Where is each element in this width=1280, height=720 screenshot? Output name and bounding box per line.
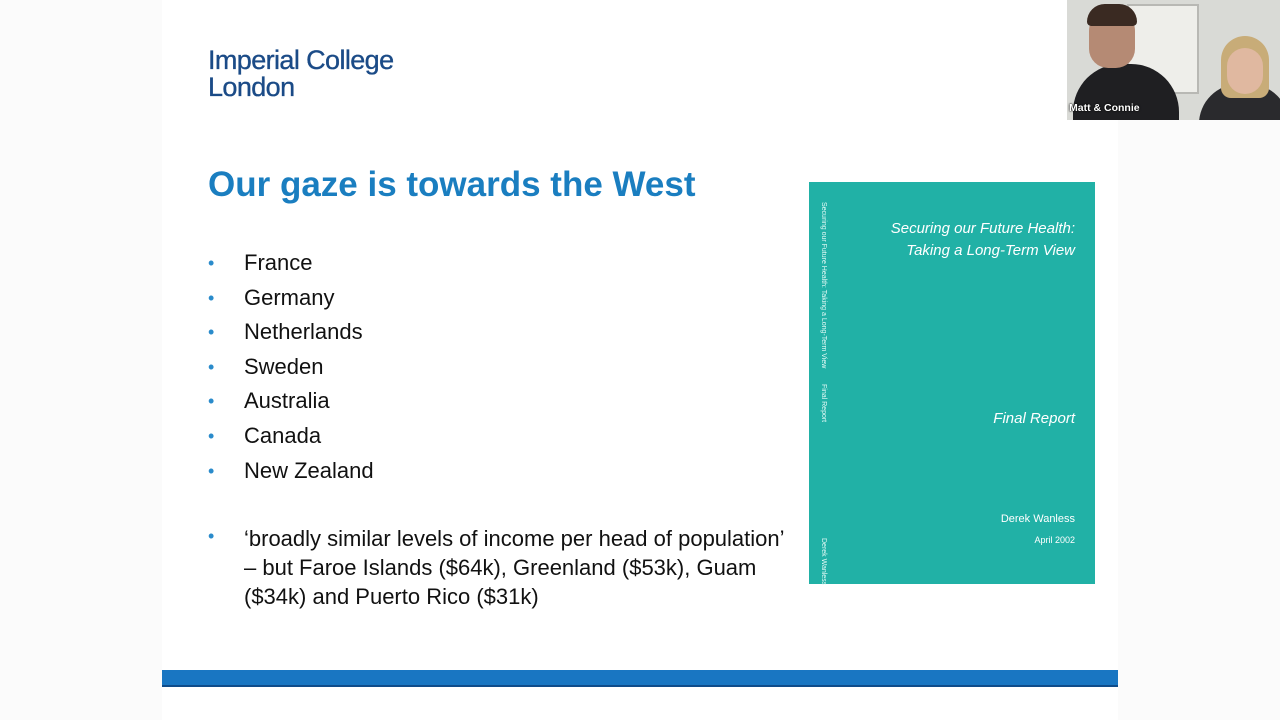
participant-1-hair — [1087, 4, 1137, 26]
report-cover-image — [809, 182, 1095, 584]
bullet-icon: • — [208, 322, 215, 343]
spine-author: Derek Wanless — [820, 538, 827, 586]
report-title-line-2: Taking a Long-Term View — [906, 242, 1075, 259]
country-list — [208, 246, 374, 488]
presentation-slide — [162, 0, 1118, 720]
country-label: Netherlands — [244, 319, 363, 345]
income-note — [208, 524, 798, 611]
bullet-icon: • — [208, 526, 215, 546]
slide-bottom-bar — [162, 670, 1118, 687]
report-date: April 2002 — [1034, 535, 1075, 545]
list-item — [208, 419, 374, 454]
participant-name-label: Matt & Connie — [1069, 102, 1140, 114]
logo-line-2: London — [208, 72, 295, 102]
report-title — [891, 218, 1075, 262]
spine-title: Securing our Future Health: Taking a Long-Term View — [820, 202, 827, 369]
country-label: New Zealand — [244, 457, 374, 483]
bullet-icon: • — [208, 391, 215, 412]
country-label: Australia — [244, 388, 330, 414]
bullet-icon: • — [208, 356, 215, 377]
country-label: Canada — [244, 422, 322, 448]
bullet-icon: • — [208, 425, 215, 446]
income-note-text: ‘broadly similar levels of income per head of population’ – but Faroe Islands ($64k), Greenland ($53k), Guam ($34k) and Puerto Rico ($31k) — [244, 526, 784, 609]
list-item — [208, 246, 374, 281]
bullet-icon: • — [208, 460, 215, 481]
list-item — [208, 454, 374, 489]
report-subtitle: Final Report — [993, 410, 1075, 427]
country-label: France — [244, 250, 313, 275]
spine-subtitle: Final Report — [820, 384, 827, 423]
list-item — [208, 384, 374, 419]
report-spine — [813, 202, 827, 586]
left-margin — [0, 0, 162, 720]
report-title-line-1: Securing our Future Health: — [890, 220, 1075, 237]
list-item — [208, 315, 374, 350]
list-item — [208, 281, 374, 316]
report-author: Derek Wanless — [1000, 513, 1075, 525]
slide-title: Our gaze is towards the West — [208, 165, 696, 204]
bullet-icon: • — [208, 253, 215, 273]
bullet-icon: • — [208, 287, 215, 308]
participant-video-tile[interactable] — [1067, 0, 1280, 120]
participant-2-face — [1227, 48, 1263, 94]
list-item — [208, 350, 374, 385]
logo-line-1: Imperial College — [208, 45, 394, 75]
country-label: Sweden — [244, 353, 324, 379]
country-label: Germany — [244, 284, 335, 310]
imperial-college-logo — [208, 47, 394, 101]
